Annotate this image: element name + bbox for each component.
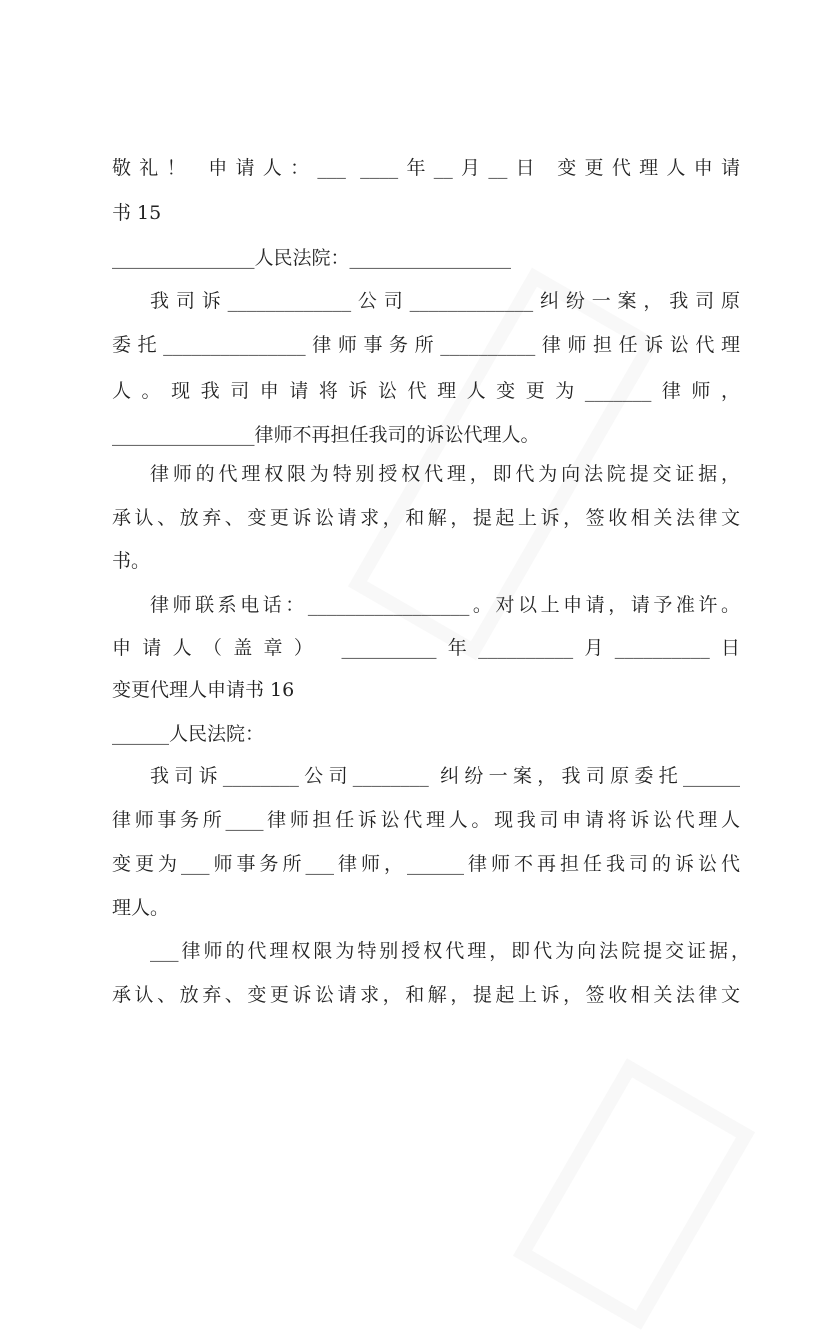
- signature-date-line: 申请人（盖章） __________年__________月__________日: [112, 637, 740, 659]
- body-text: 承认、放弃、变更诉讼请求，和解，提起上诉，签收相关法律文: [112, 507, 740, 529]
- body-text: 我司诉________公司________ 纠纷一案，我司原委托______: [150, 765, 740, 787]
- body-text: 人。现我司申请将诉讼代理人变更为_______律师，: [112, 380, 740, 402]
- body-text: 书。: [112, 550, 151, 572]
- body-text: _______________律师不再担任我司的诉讼代理人。: [112, 424, 540, 446]
- body-text: ___律师的代理权限为特别授权代理，即代为向法院提交证据，: [150, 940, 750, 962]
- closing-line: 敬礼！ 申请人：___ ____年__月__日 变更代理人申请: [112, 157, 740, 179]
- body-text: 理人。: [112, 897, 170, 919]
- watermark: [513, 1058, 755, 1329]
- court-address: ______人民法院：: [112, 723, 265, 745]
- body-text: 承认、放弃、变更诉讼请求，和解，提起上诉，签收相关法律文: [112, 984, 740, 1006]
- heading-15: 书 15: [112, 202, 162, 224]
- phone-line: 律师联系电话：_________________。对以上申请，请予准许。: [150, 594, 740, 616]
- body-text: 我司诉_____________公司_____________纠纷一案，我司原: [150, 290, 740, 312]
- body-text: 变更为___师事务所___律师，______律师不再担任我司的诉讼代: [112, 853, 740, 875]
- body-text: 律师的代理权限为特别授权代理，即代为向法院提交证据，: [150, 463, 740, 485]
- heading-16: 变更代理人申请书 16: [112, 679, 295, 701]
- court-address: _______________人民法院：_________________: [112, 247, 512, 269]
- body-text: 律师事务所____律师担任诉讼代理人。现我司申请将诉讼代理人: [112, 809, 740, 831]
- body-text: 委托_______________律师事务所__________律师担任诉讼代理: [112, 334, 740, 356]
